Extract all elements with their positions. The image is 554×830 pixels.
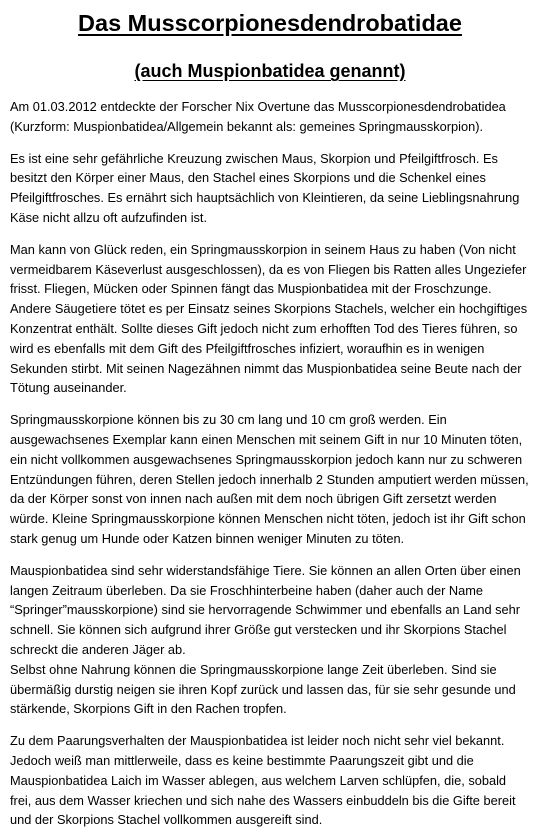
paragraph-resilience: Mauspionbatidea sind sehr widerstandsfähige Tiere. Sie können an allen Orten über einen langen Zeitraum überleben. Da sie Froschhinterbeine haben (daher auch der Name “Springer”mausskorpione) sind sie hervorragende Schwimmer und ebenfalls an Land sehr schnell. Sie können sich aufgrund ihrer Größe gut verstecken und ihr Skorpions Stachel schreckt die anderen Jäger ab. — [10, 562, 521, 657]
document-subtitle: (auch Muspionbatidea genannt) — [134, 61, 406, 81]
document-body — [10, 97, 530, 830]
document-title: Das Musscorpionesdendrobatidae — [78, 10, 462, 36]
paragraph-hunting: Man kann von Glück reden, ein Springmausskorpion in seinem Haus zu haben (Von nicht vermeidbarem Käseverlust ausgeschlossen), da es von Fliegen bis Ratten alles Ungeziefer frisst. Fliegen, Mücken oder Spinnen fängt das Muspionbatidea mit der Froschzunge. Andere Säugetiere tötet es per Einsatz seines Skorpions Stachels, welcher ein hochgiftiges Konzentrat enthält. Sollte dieses Gift jedoch nicht zum erhofften Tod des Tieres führen, so wird es ebenfalls mit dem Gift des Pfeilgiftfrosches infiziert, woraufhin es in wenigen Sekunden stirbt. Mit seinen Nagezähnen nimmt das Muspionbatidea seine Beute nach der Tötung auseinander. — [10, 241, 528, 396]
paragraph-size-and-poison: Springmausskorpione können bis zu 30 cm lang und 10 cm groß werden. Ein ausgewachsenes Exemplar kann einen Menschen mit seinem Gift in nur 10 Minuten töten, ein nicht vollkommen ausgewachsenes Springmausskorpion jedoch kann nur zu schweren Entzündungen führen, deren Stellen jedoch innerhalb 2 Stunden amputiert werden müssen, da der Körper sonst von innen nach außen mit dem noch übrigen Gift zersetzt werden würde. Kleine Springmausskorpione können Menschen nicht töten, jedoch ist ihr Gift schon stark genug um Hunde oder Katzen binnen weniger Minuten zu töten. — [10, 412, 529, 546]
paragraph-description: Es ist eine sehr gefährliche Kreuzung zwischen Maus, Skorpion und Pfeilgiftfrosch. Es besitzt den Körper einer Maus, den Stachel eines Skorpions und die Schenkel eines Pfeilgiftfrosches. Es ernährt sich hauptsächlich von Kleintieren, da seine Lieblingsnahrung Käse nicht allzu oft aufzufinden ist. — [10, 150, 520, 225]
paragraph-survival: Selbst ohne Nahrung können die Springmausskorpione lange Zeit überleben. Sind sie übermäßig durstig neigen sie ihren Kopf zurück und lassen das, für sie sehr gesunde und stärkende, Skorpions Gift in den Rachen tropfen. — [10, 661, 516, 717]
paragraph-mating: Zu dem Paarungsverhalten der Mauspionbatidea ist leider noch nicht sehr viel bekannt. Jedoch weiß man mittlerweile, dass es keine bestimmte Paarungszeit gibt und die Mauspionbatidea Laich im Wasser ablegen, aus welchem Larven schlüpfen, die, sobald frei, aus dem Wasser kriechen und sich nahe des Wassers einbuddeln bis die Gifte bereit und der Skorpions Stachel vollkommen ausgereift sind. — [10, 733, 516, 828]
paragraph-discovery: Am 01.03.2012 entdeckte der Forscher Nix Overtune das Musscorpionesdendrobatidea (Kurzform: Muspionbatidea/Allgemein bekannt als: gemeines Springmausskorpion). — [10, 99, 506, 134]
